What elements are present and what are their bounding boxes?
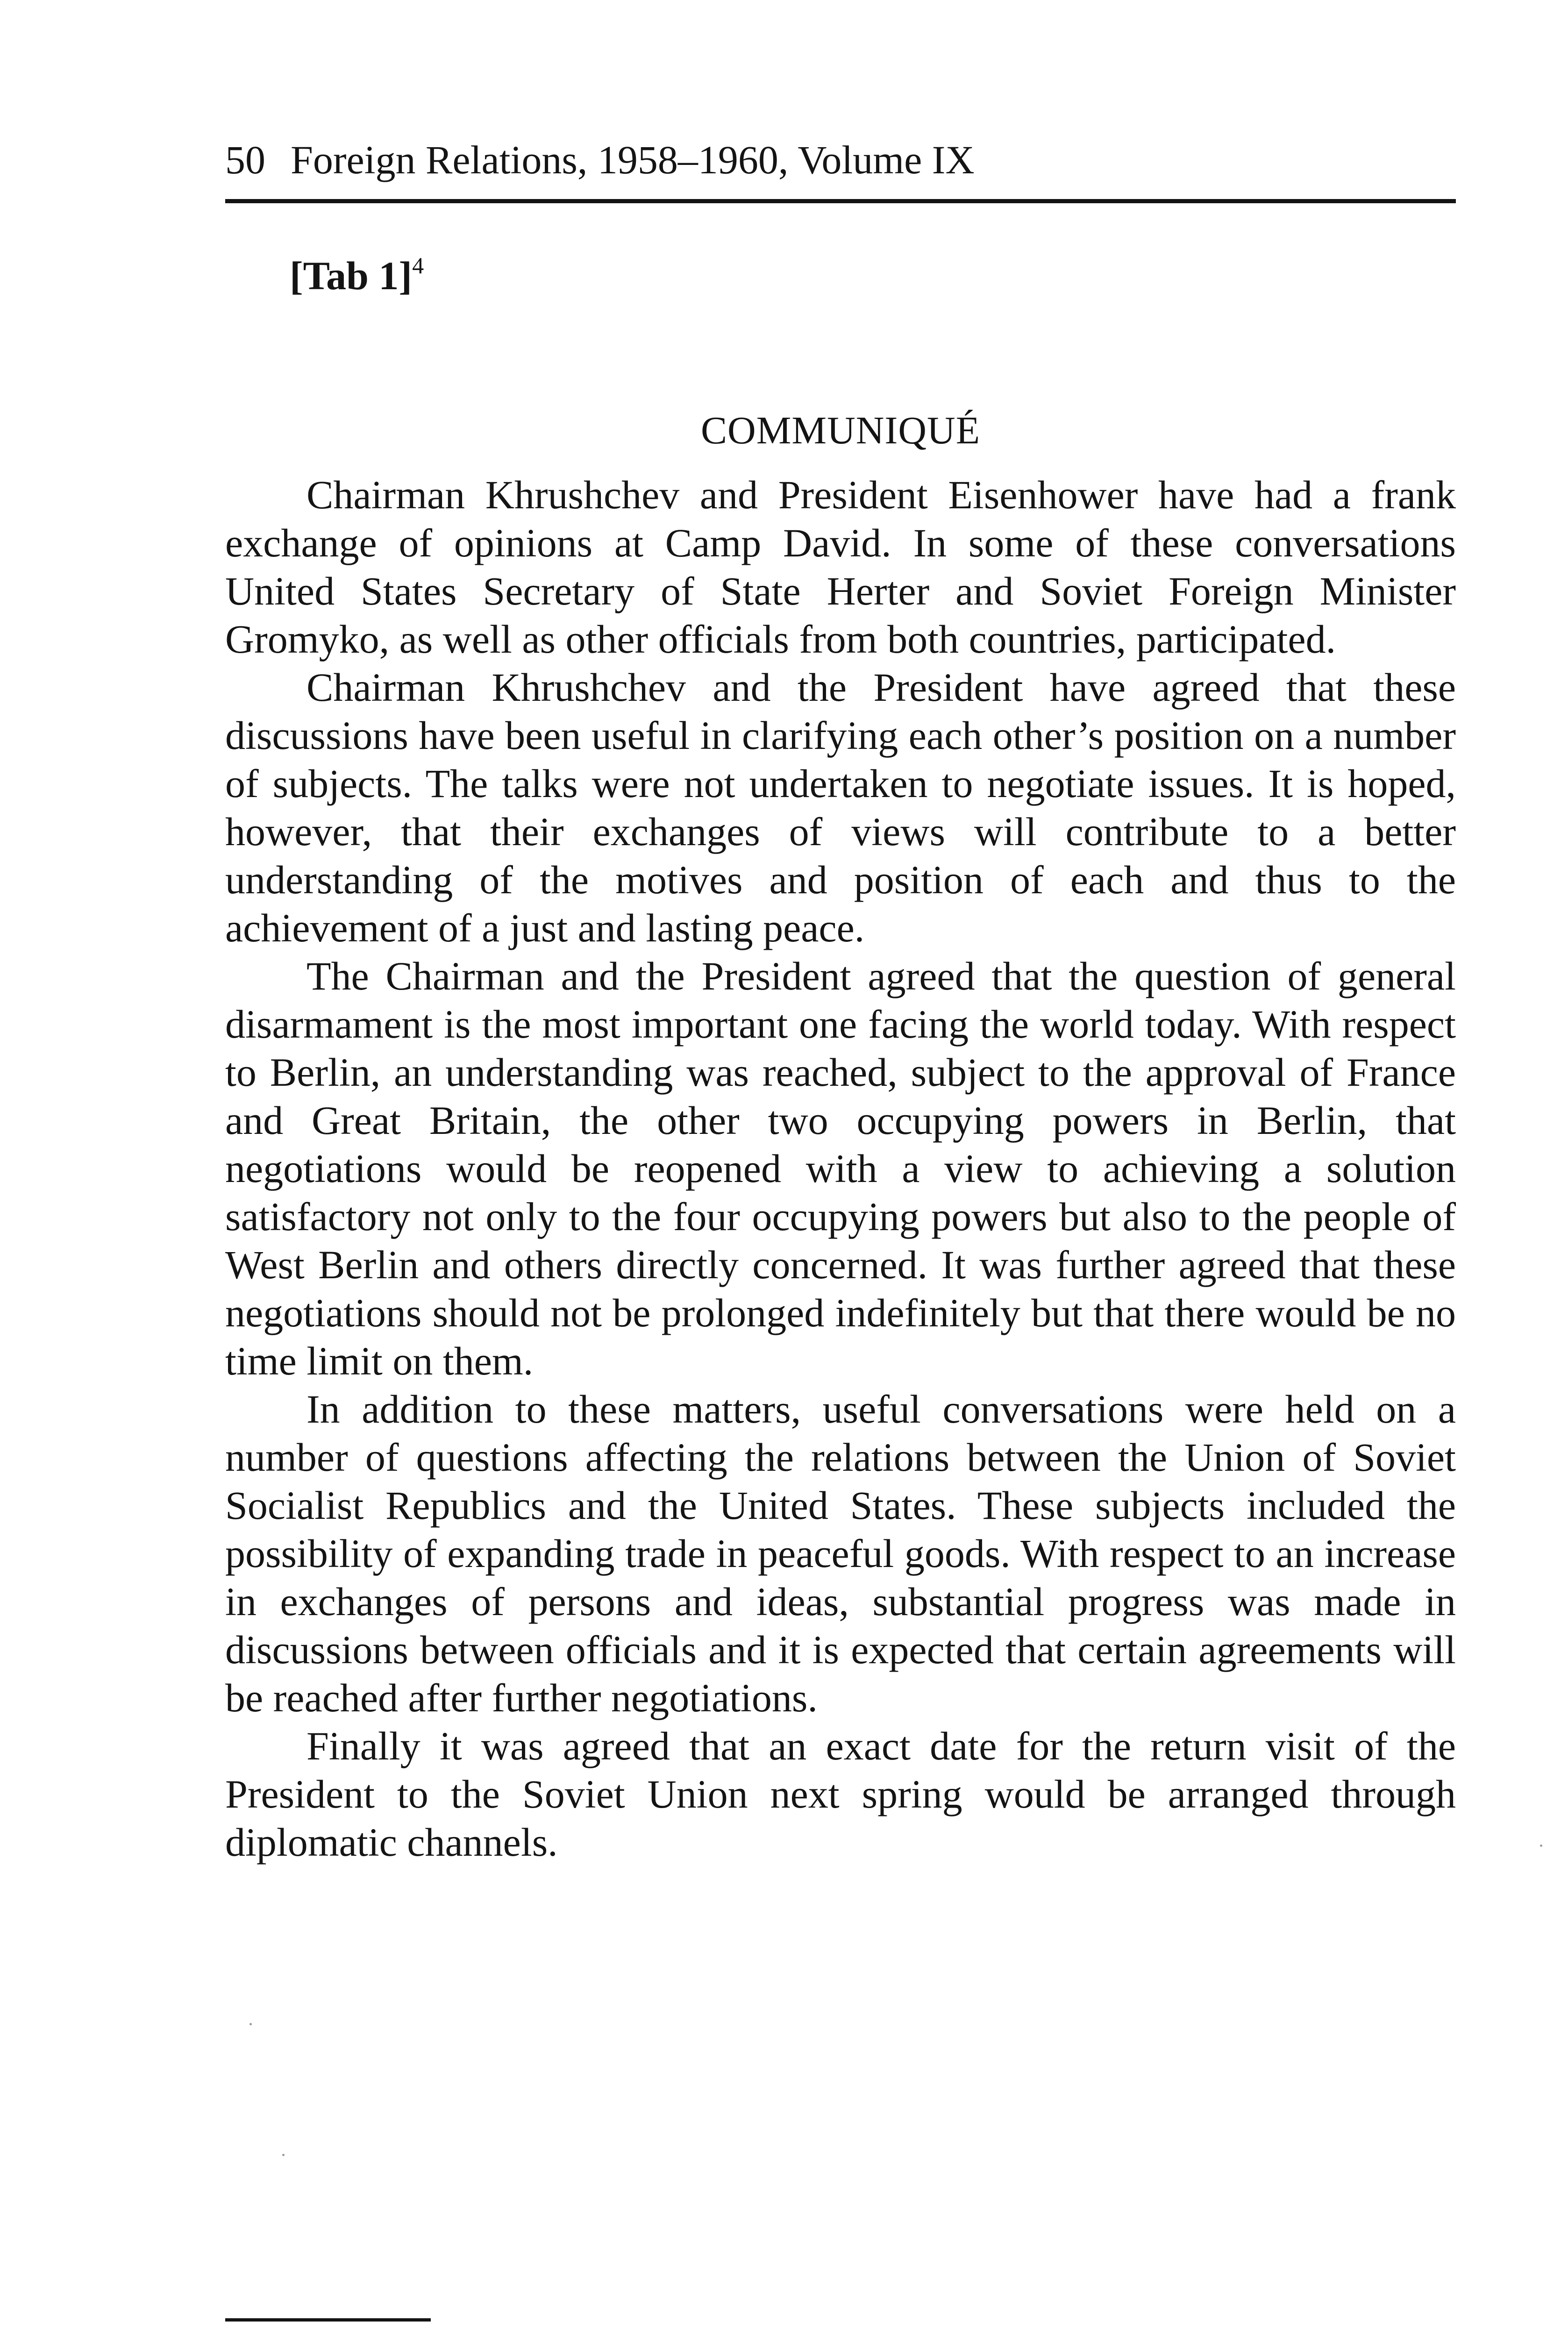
footnote-rule [225, 2318, 431, 2322]
paragraph: In addition to these matters, useful conversations were held on a number of questions affecting the relations between the Union of Soviet Socialist Republics and the United States. These subjects included the possibility of expanding trade in peaceful goods. With respect to an increase in exchanges of persons and ideas, substantial progress was made in discussions between officials and it is expected that certain agreements will be reached after further negotiations. [225, 1387, 1456, 1720]
scan-speck [249, 2023, 252, 2025]
running-header [225, 136, 1455, 183]
scan-speck [1540, 1845, 1542, 1847]
communique-body [225, 471, 1456, 1866]
tab-label-text: [Tab 1] [290, 253, 413, 298]
paragraph: The Chairman and the President agreed that the question of general disarmament is the most important one facing the world today. With respect to Berlin, an understanding was reached, subject to the approval of France and Great Britain, the other two occupying powers in Berlin, that negotiations would be reopened with a view to achieving a solution satisfactory not only to the four occupying powers but also to the people of West Berlin and others directly concerned. It was further agreed that these negotiations should not be prolonged indefinitely but that there would be no time limit on them. [225, 954, 1456, 1383]
paragraph: Chairman Khrushchev and the President have agreed that these discussions have been useful in clarifying each other’s position on a number of subjects. The talks were not undertaken to negotiate issues. It is hoped, however, that their exchanges of views will contribute to a better understanding of the motives and position of each and thus to the achievement of a just and lasting peace. [225, 665, 1456, 950]
paragraph: Finally it was agreed that an exact date for the return visit of the President to the Soviet Union next spring would be arranged through diplomatic channels. [225, 1724, 1456, 1865]
running-title: Foreign Relations, 1958–1960, Volume IX [291, 137, 975, 182]
communique-title: COMMUNIQUÉ [701, 409, 980, 452]
tab-label [290, 252, 424, 299]
paragraph: Chairman Khrushchev and President Eisenhower have had a frank exchange of opinions at Camp David. In some of these conversations United States Secretary of State Herter and Soviet Foreign Minister Gromyko, as well as other officials from both countries, participated. [225, 472, 1456, 662]
footnote-reference: 4 [412, 252, 424, 278]
header-rule [225, 199, 1456, 203]
scan-speck [282, 2154, 285, 2156]
page-number: 50 [225, 137, 265, 182]
